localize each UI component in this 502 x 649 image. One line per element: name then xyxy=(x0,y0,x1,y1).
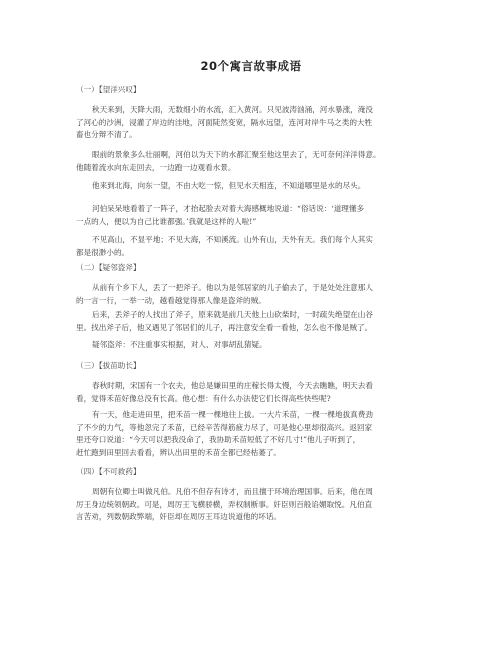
section-3 xyxy=(76,360,436,372)
paragraph xyxy=(76,180,436,193)
text-line: 秋天来到，天降大雨，无数细小的水流，汇入黄河。只见波涛汹涌，河水暴涨，淹没 xyxy=(92,105,373,114)
paragraph xyxy=(76,486,436,524)
text-line: 不见高山，不显平地；不见大海，不知溪流。山外有山，天外有天。我们每个人其实 xyxy=(92,235,373,244)
section-1 xyxy=(76,84,436,96)
text-line: 里还夸口说道：“今天可以把我没命了，我协助禾苗短低了不好几寸!”他儿子听到了， xyxy=(76,435,361,445)
text-line: 厉王身边统领朝政。可是，周厉王飞横骄横，弄权制断事。奸臣则百般谄媚取悦。凡伯直 xyxy=(76,499,373,509)
text-line: 赶忙跑到田里回去看看，辨认出田里的禾苗全都已经枯萎了。 xyxy=(76,447,282,457)
paragraph xyxy=(76,380,436,405)
text-line: 春秋时期，宋国有一个农夫，他总是嫌田里的庄稼长得太慢，今天去瞧瞧，明天去看 xyxy=(92,381,373,390)
paragraph xyxy=(76,149,436,174)
text-line: 了河心的沙洲，浸灌了岸边的洼地，河面陡然变宽，隔水远望，连河对岸牛马之类的大牲 xyxy=(76,117,373,127)
text-line: 疑邻盗斧：不注重事实根据，对人、对事胡乱猜疑。 xyxy=(92,340,267,349)
text-line: 言苦劝，列数朝政弊端，奸臣却在周厉王耳边说道他的坏话。 xyxy=(76,512,282,522)
text-line: 从前有个乡下人，丢了一把斧子。他以为是邻居家的儿子偷去了，于是处处注意那人 xyxy=(92,283,373,292)
text-line: 有一天，他走进田里，把禾苗一棵一棵地往上拔。一大片禾苗，一棵一棵地拔真费劲 xyxy=(92,410,373,419)
text-line: 眼前的景象多么壮丽啊，河伯以为天下的水都汇聚至他这里去了，无可奈何洋洋得意。 xyxy=(92,150,381,159)
text-line: 看，觉得禾苗好像总没有长高。他心想：有什么办法使它们长得高些快些呢? xyxy=(76,393,331,403)
text-line: 周朝有位卿士叫做凡伯。凡伯不但存有诗才，而且擅于环境治理国事。后来，他在周 xyxy=(92,487,373,496)
text-line: 他随着流水向东走回去，一边跑一边观看水景。 xyxy=(76,162,236,172)
paragraph xyxy=(76,339,436,352)
paragraph xyxy=(76,282,436,307)
paragraph xyxy=(76,104,436,142)
text-line: 畜也分辩不清了。 xyxy=(76,130,137,140)
section-heading: （三）【拔苗助长】 xyxy=(76,361,141,370)
section-2 xyxy=(76,262,436,274)
text-line: 一点的人，便以为自己比谁都强。’我就是这样的人啦!” xyxy=(76,216,257,226)
text-line: 的一言一行，一举一动，越看越觉得那人像是盗斧的贼。 xyxy=(76,295,266,305)
section-heading: （一）【望洋兴叹】 xyxy=(76,85,141,94)
text-line: 都是很渺小的。 xyxy=(76,247,130,257)
section-heading: （四）【不可救药】 xyxy=(76,467,141,476)
text-line: 后来，丢斧子的人找出了斧子，原来就是前几天他上山砍柴时，一时疏失绝望在山谷 xyxy=(92,310,373,319)
document-title: 20个寓言故事成语 xyxy=(200,59,302,73)
text-line: 了不少的力气，等他忽完了禾苗，已经辛苦得筋疲力尽了，可是他心里却很高兴。返回家 xyxy=(76,422,373,432)
section-heading: （二）【疑邻盗斧】 xyxy=(76,263,141,272)
paragraph xyxy=(76,409,436,459)
section-4 xyxy=(76,466,436,478)
text-line: 他来到北海，向东一望，不由大吃一惊，但见水天相连，不知道哪里是水的尽头。 xyxy=(92,181,366,190)
text-line: 里。找出斧子后，他又遇见了邻居们的儿子，再注意安全看一看他，怎么也不像是贼了。 xyxy=(76,322,373,332)
paragraph xyxy=(76,234,436,259)
text-line: 河伯呆呆地看着了一阵子，才抬起脸去对着大海感概地说道：“俗话说：‘道理懂多 xyxy=(92,204,365,213)
paragraph xyxy=(76,203,436,228)
paragraph xyxy=(76,309,436,334)
